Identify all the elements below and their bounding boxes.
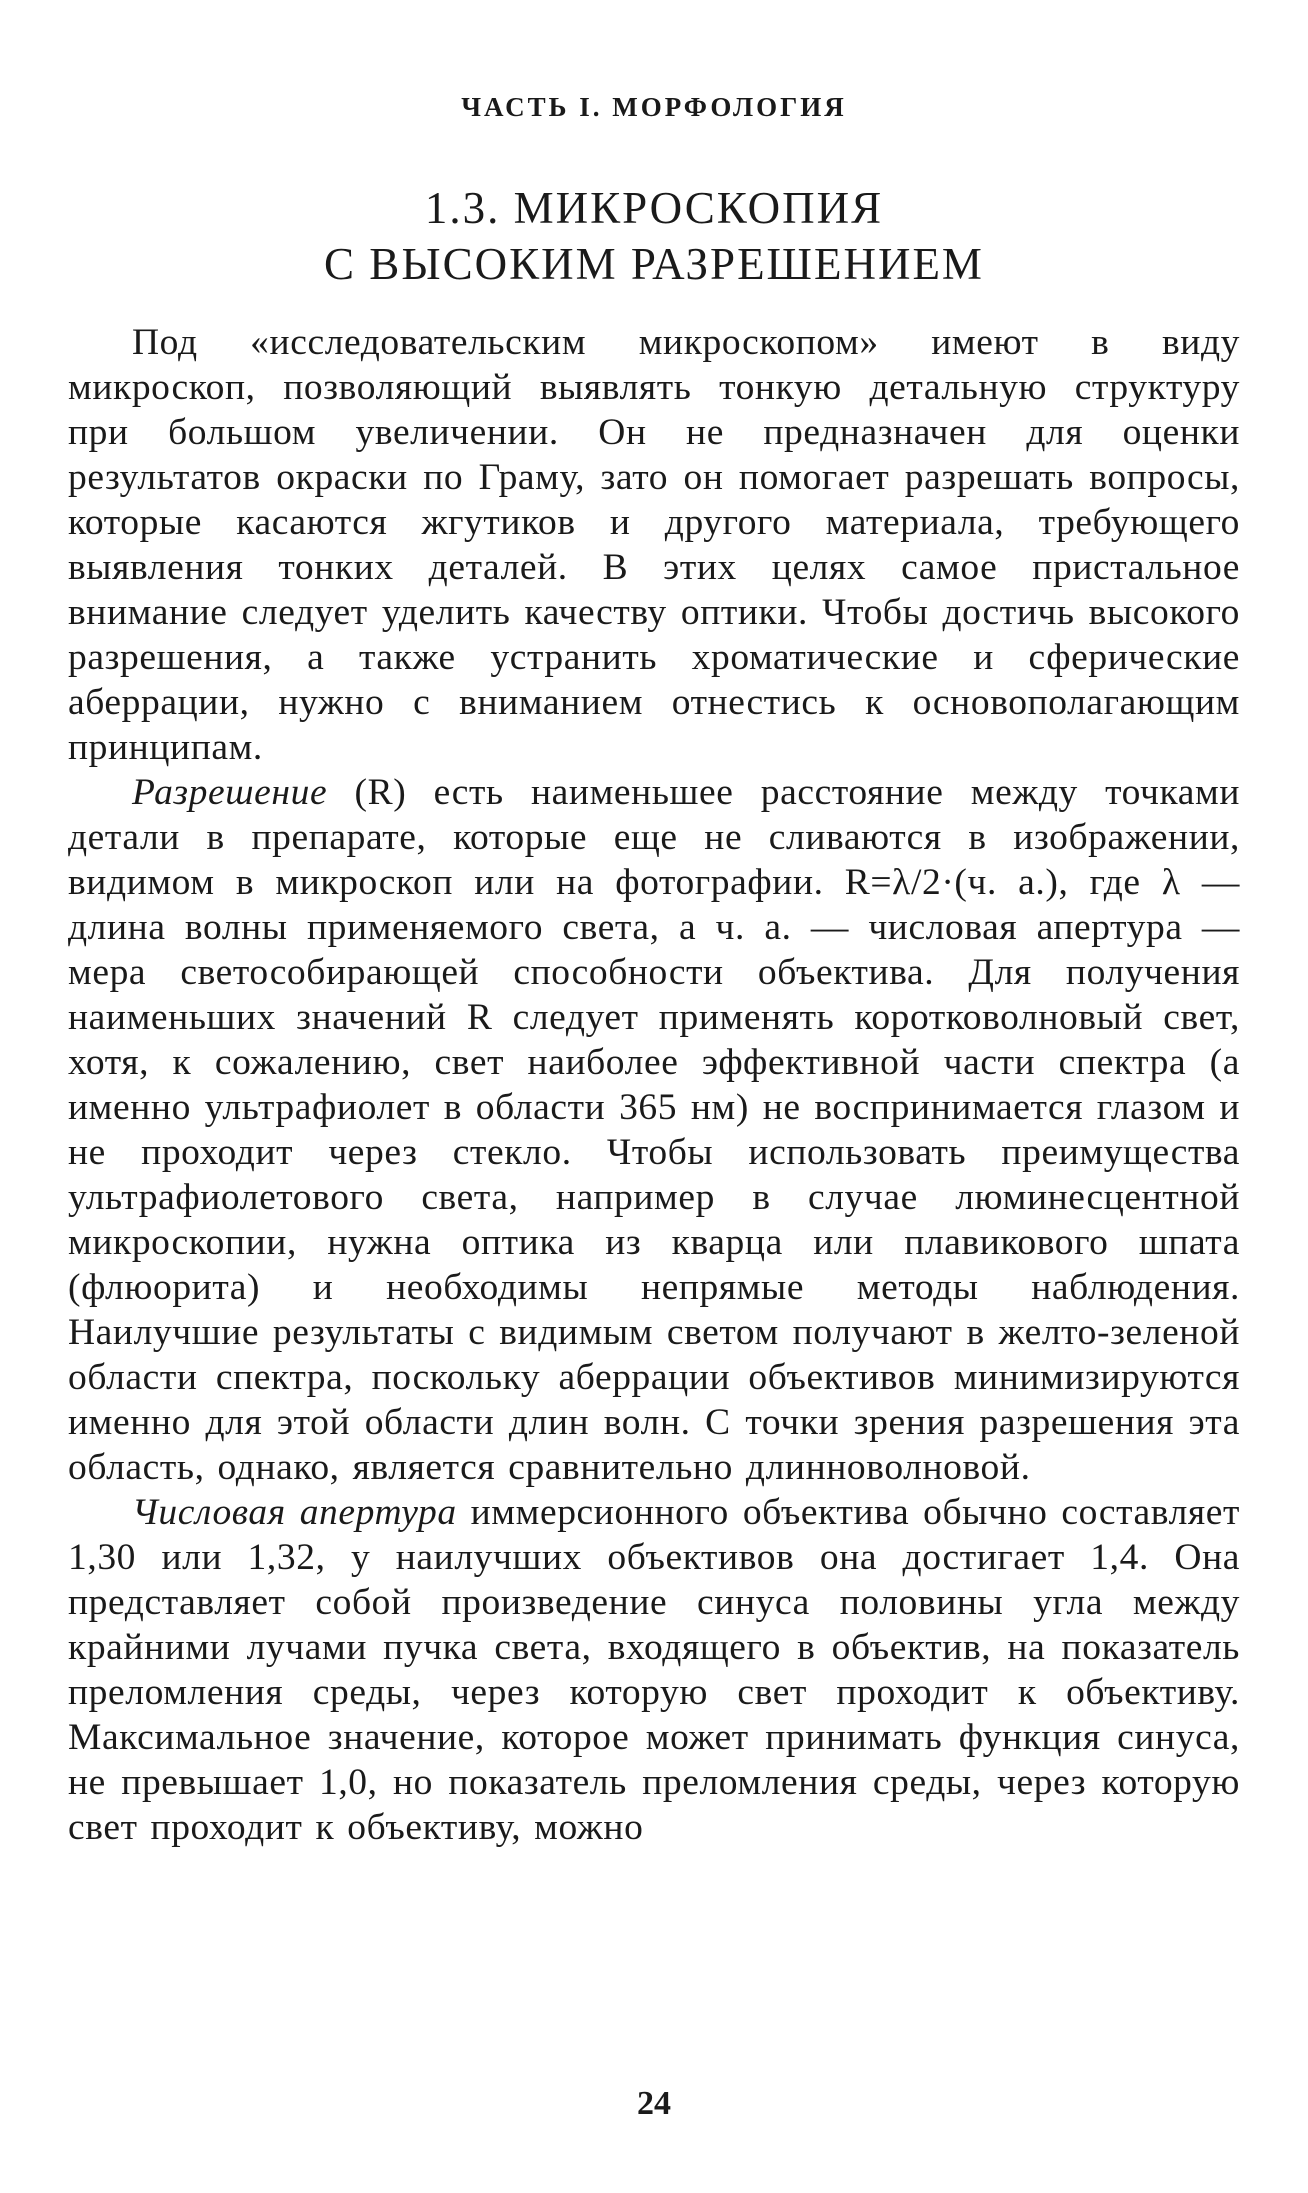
term-resolution: Разрешение <box>132 772 328 813</box>
body-text <box>68 320 1240 1850</box>
paragraph-resolution-text: (R) есть наименьшее расстояние между точками детали в препарате, которые еще не сливаются в изображении, видимом в микроскоп или на фотографии. R=λ/2·(ч. а.), где λ — длина волны применяемого света, а ч. а. — числовая апертура — мера светособирающей способности объектива. Для получения наименьших значений R следует применять коротковолновый свет, хотя, к сожалению, свет наиболее эффективной части спектра (а именно ультрафиолет в области 365 нм) не воспринимается глазом и не проходит через стекло. Чтобы использовать преимущества ультрафиолетового света, например в случае люминесцентной микроскопии, нужна оптика из кварца или плавикового шпата (флюорита) и необходимы непрямые методы наблюдения. Наилучшие результаты с видимым светом получают в желто-зеленой области спектра, поскольку аберрации объективов минимизируются именно для этой области длин волн. С точки зрения разрешения эта область, однако, является сравнительно длинноволновой. <box>68 772 1240 1488</box>
paragraph-numerical-aperture-text: иммерсионного объектива обычно составляет 1,30 или 1,32, у наилучших объективов она достигает 1,4. Она представляет собой произведение синуса половины угла между крайними лучами пучка света, входящего в объектив, на показатель преломления среды, через которую свет проходит к объективу. Максимальное значение, которое может принимать функция синуса, не превышает 1,0, но показатель преломления среды, через которую свет проходит к объективу, можно <box>68 1492 1241 1848</box>
running-head: ЧАСТЬ I. МОРФОЛОГИЯ <box>461 92 847 122</box>
paragraph-resolution <box>68 770 1240 1490</box>
section-title <box>0 180 1308 292</box>
paragraph-intro <box>68 320 1240 770</box>
paragraph-numerical-aperture <box>68 1490 1240 1850</box>
page-number: 24 <box>637 2085 671 2122</box>
section-title-line-1: 1.3. МИКРОСКОПИЯ <box>424 183 884 233</box>
paragraph-intro-text: Под «исследовательским микроскопом» имеют в виду микроскоп, позволяющий выявлять тонкую детальную структуру при большом увеличении. Он не предназначен для оценки результатов окраски по Граму, зато он помогает разрешать вопросы, которые касаются жгутиков и другого материала, требующего выявления тонких деталей. В этих целях самое пристальное внимание следует уделить качеству оптики. Чтобы достичь высокого разрешения, а также устранить хроматические и сферические аберрации, нужно с вниманием отнестись к основополагающим принципам. <box>68 322 1240 768</box>
term-numerical-aperture: Числовая апертура <box>132 1492 457 1533</box>
section-title-line-2: С ВЫСОКИМ РАЗРЕШЕНИЕМ <box>324 239 984 289</box>
